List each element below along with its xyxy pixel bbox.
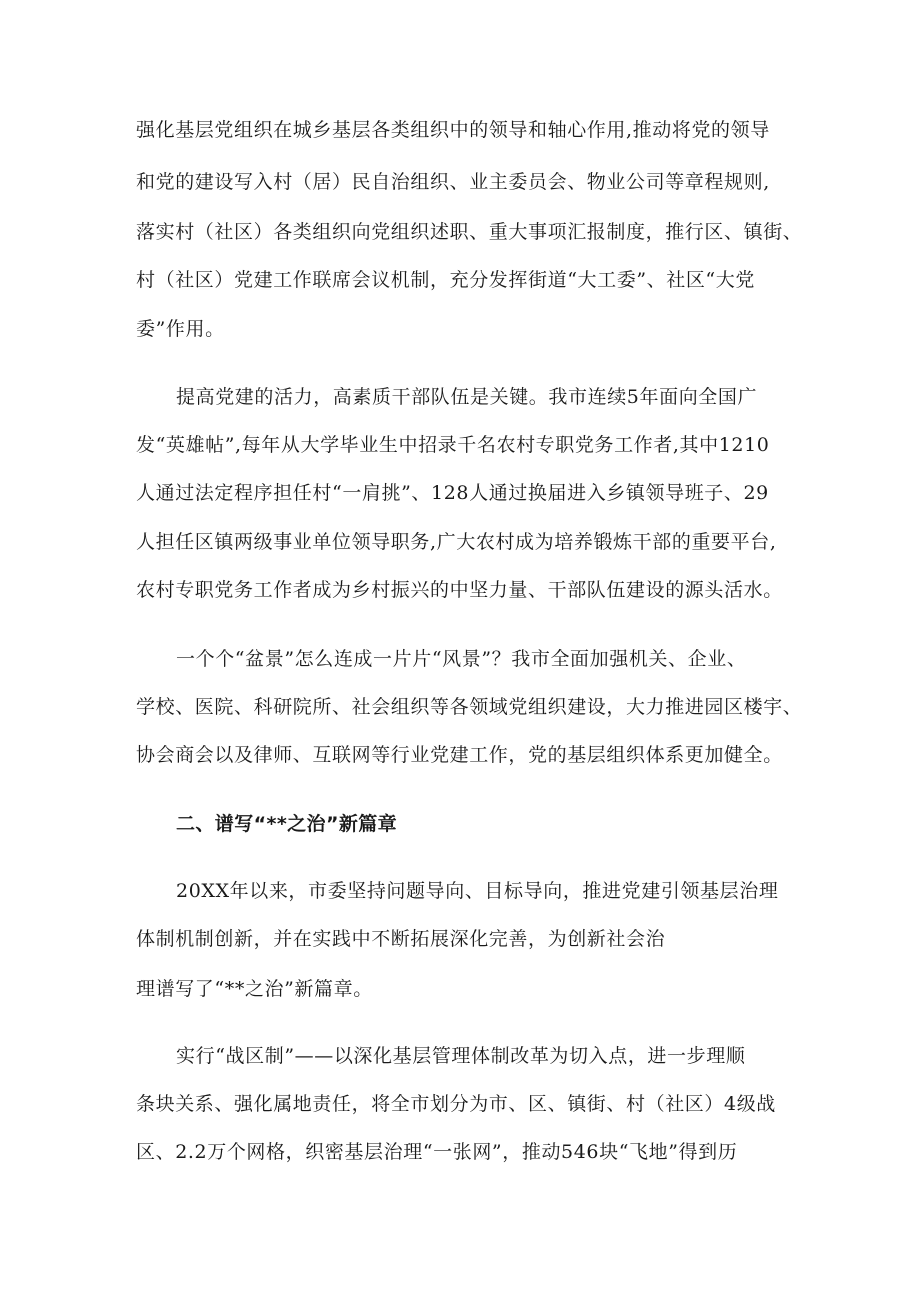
- paragraph-3-line-3: 协会商会以及律师、互联网等行业党建工作，党的基层组织体系更加健全。: [136, 744, 783, 766]
- paragraph-3-line-2: 学校、医院、科研院所、社会组织等各领域党组织建设，大力推进园区楼宇、: [136, 696, 803, 718]
- paragraph-1-line-5: 委”作用。: [136, 318, 225, 340]
- paragraph-1-line-4: 村（社区）党建工作联席会议机制，充分发挥街道“大工委”、社区“大党: [136, 269, 755, 291]
- paragraph-3-line-1: 一个个“盆景”怎么连成一片片“风景”？我市全面加强机关、企业、: [176, 648, 747, 670]
- paragraph-5-line-3: 区、2.2万个网格，织密基层治理“一张网”，推动546块“飞地”得到历: [136, 1141, 738, 1163]
- paragraph-4-line-2: 体制机制创新，并在实践中不断拓展深化完善，为创新社会治: [136, 928, 666, 950]
- paragraph-4-line-1: 20XX年以来，市委坚持问题导向、目标导向，推进党建引领基层治理: [176, 880, 779, 902]
- paragraph-2-line-2: 发“英雄帖”,每年从大学毕业生中招录千名农村专职党务工作者,其中1210: [136, 434, 770, 456]
- paragraph-1-line-2: 和党的建设写入村（居）民自治组织、业主委员会、物业公司等章程规则,: [136, 171, 770, 193]
- paragraph-5-line-2: 条块关系、强化属地责任，将全市划分为市、区、镇街、村（社区）4级战: [136, 1093, 776, 1115]
- paragraph-4-line-3: 理谱写了“**之治”新篇章。: [136, 978, 373, 1000]
- paragraph-5-line-1: 实行“战区制”——以深化基层管理体制改革为切入点，进一步理顺: [176, 1045, 746, 1067]
- paragraph-1-line-1: 强化基层党组织在城乡基层各类组织中的领导和轴心作用,推动将党的领导: [136, 119, 770, 141]
- paragraph-2-line-1: 提高党建的活力，高素质干部队伍是关键。我市连续5年面向全国广: [176, 386, 758, 408]
- paragraph-2-line-5: 农村专职党务工作者成为乡村振兴的中坚力量、干部队伍建设的源头活水。: [136, 579, 783, 601]
- section-heading: 二、谱写“**之治”新篇章: [176, 813, 398, 835]
- paragraph-1-line-3: 落实村（社区）各类组织向党组织述职、重大事项汇报制度，推行区、镇街、: [136, 221, 803, 243]
- paragraph-2-line-4: 人担任区镇两级事业单位领导职务,广大农村成为培养锻炼干部的重要平台,: [136, 531, 777, 553]
- paragraph-2-line-3: 人通过法定程序担任村“一肩挑”、128人通过换届进入乡镇领导班子、29: [136, 482, 769, 504]
